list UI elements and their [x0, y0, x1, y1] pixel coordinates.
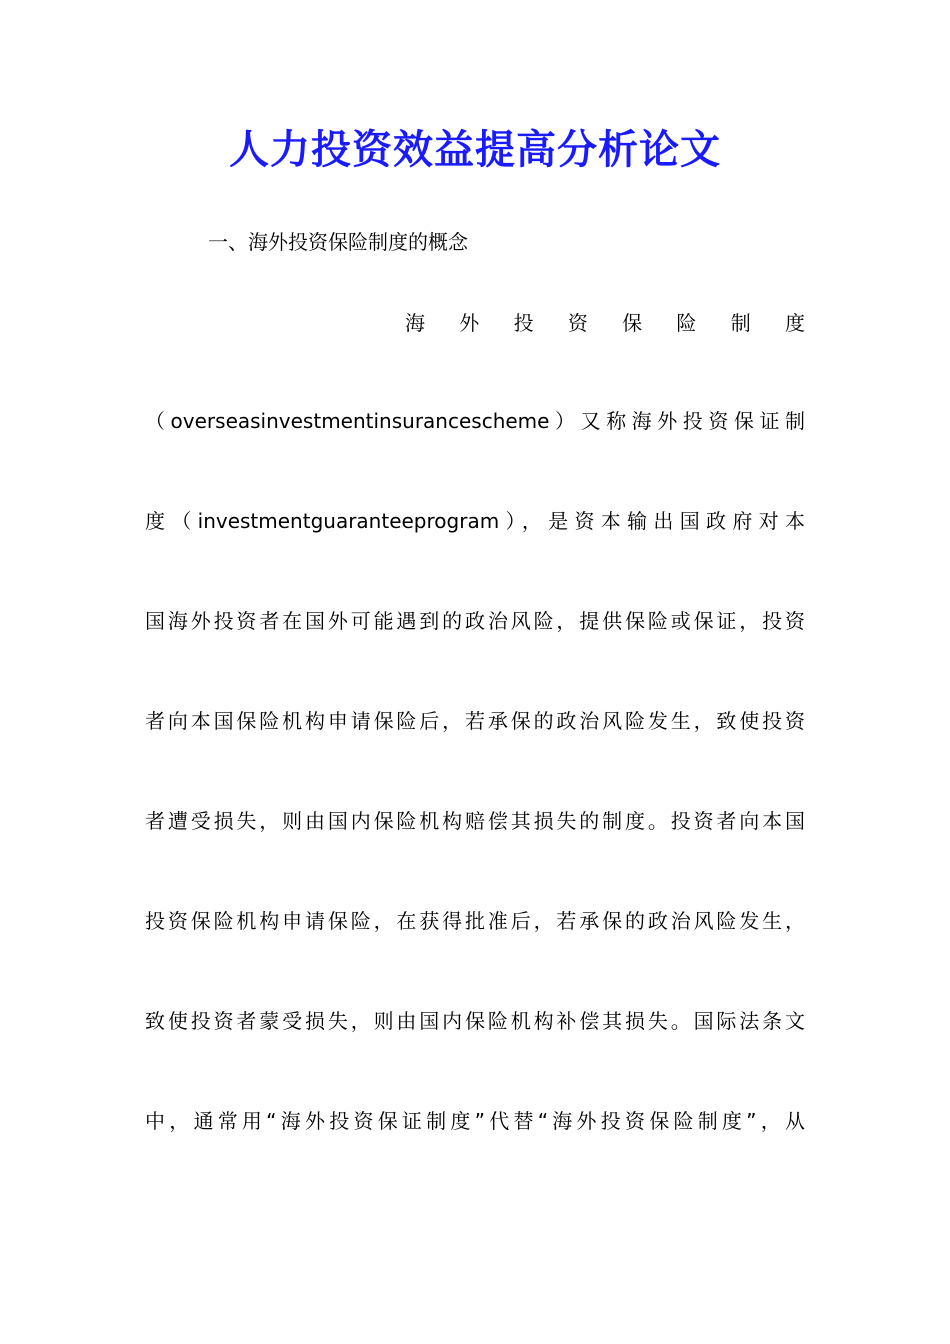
paragraph-line: 者遭受损失，则由国内保险机构赔偿其损失的制度。投资者向本国 [145, 809, 805, 833]
paragraph-line: 者向本国保险机构申请保险后，若承保的政治风险发生，致使投资 [145, 709, 805, 733]
section-heading: 一、海外投资保险制度的概念 [208, 230, 468, 254]
paragraph-line: 度（investmentguaranteeprogram），是资本输出国政府对本 [145, 509, 805, 533]
paragraph-line: （overseasinvestmentinsurancescheme）又称海外投资保证制 [145, 409, 805, 433]
document-title: 人力投资效益提高分析论文 [229, 126, 721, 173]
paragraph-line: 投资保险机构申请保险，在获得批准后，若承保的政治风险发生， [145, 909, 805, 933]
paragraph-line: 海 外 投 资 保 险 制 度 [405, 311, 805, 335]
paragraph-line: 致使投资者蒙受损失，则由国内保险机构补偿其损失。国际法条文 [145, 1009, 805, 1033]
paragraph-line: 中，通常用“海外投资保证制度”代替“海外投资保险制度”，从 [145, 1109, 805, 1133]
paragraph-line: 国海外投资者在国外可能遇到的政治风险，提供保险或保证，投资 [145, 609, 805, 633]
